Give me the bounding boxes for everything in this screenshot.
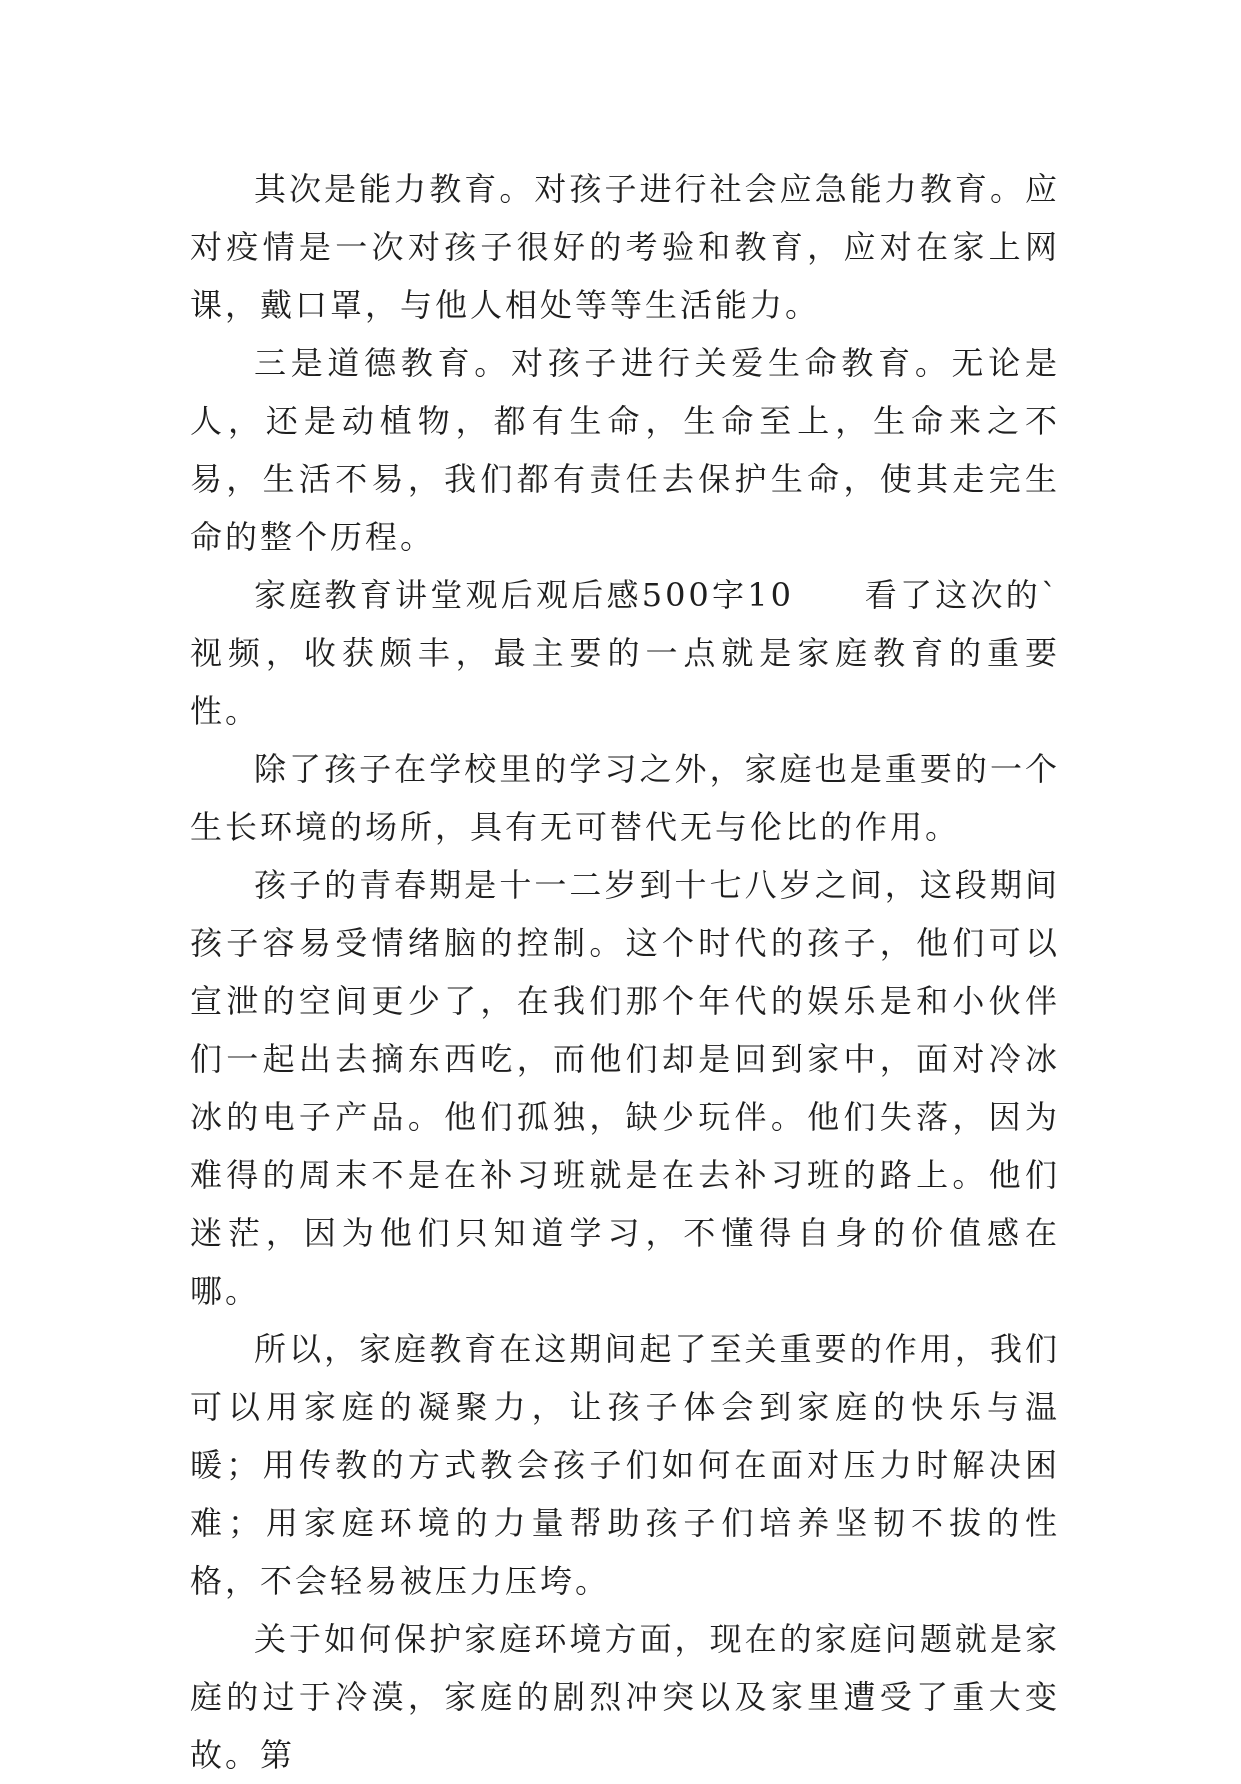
paragraph-family-role: 所以，家庭教育在这期间起了至关重要的作用，我们可以用家庭的凝聚力，让孩子体会到家庭的快乐与温暖；用传教的方式教会孩子们如何在面对压力时解决困难；用家庭环境的力量帮助孩子们培养坚韧不拔的性格，不会轻易被压力压垮。 (190, 1330, 1060, 1600)
paragraph-ability-education: 其次是能力教育。对孩子进行社会应急能力教育。应对疫情是一次对孩子很好的考验和教育，应对在家上网课，戴口罩，与他人相处等等生活能力。 (190, 170, 1060, 324)
paragraph-family-protection: 关于如何保护家庭环境方面，现在的家庭问题就是家庭的过于冷漠，家庭的剧烈冲突以及家里遭受了重大变故。第 (190, 1620, 1060, 1774)
paragraph-video-review-title: 家庭教育讲堂观后观后感500字10 看了这次的`视频，收获颇丰，最主要的一点就是家庭教育的重要性。 (190, 576, 1060, 730)
paragraph-family-environment: 除了孩子在学校里的学习之外，家庭也是重要的一个生长环境的场所，具有无可替代无与伦比的作用。 (190, 750, 1060, 846)
paragraph-adolescence: 孩子的青春期是十一二岁到十七八岁之间，这段期间孩子容易受情绪脑的控制。这个时代的孩子，他们可以宣泄的空间更少了，在我们那个年代的娱乐是和小伙伴们一起出去摘东西吃，而他们却是回到家中，面对冷冰冰的电子产品。他们孤独，缺少玩伴。他们失落，因为难得的周末不是在补习班就是在去补习班的路上。他们迷茫，因为他们只知道学习，不懂得自身的价值感在哪。 (190, 866, 1060, 1310)
paragraph-moral-education: 三是道德教育。对孩子进行关爱生命教育。无论是人，还是动植物，都有生命，生命至上，生命来之不易，生活不易，我们都有责任去保护生命，使其走完生命的整个历程。 (190, 344, 1060, 556)
document-body (190, 160, 1060, 1784)
